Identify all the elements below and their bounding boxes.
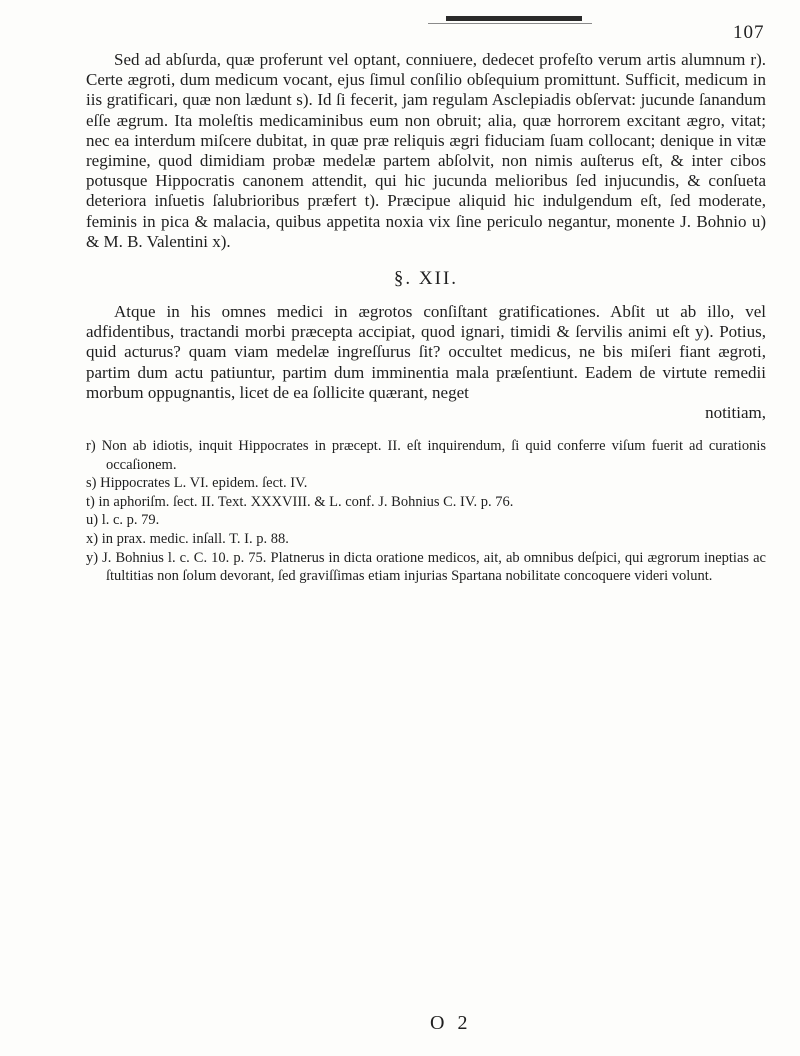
footnotes (86, 437, 766, 586)
paragraph: Atque in his omnes medici in ægrotos conſiſtant gratificationes. Abſit ut ab illo, vel adfidentibus, tractandi morbi præcepta accipiat, quod ignari, timidi & ſervilis animi eſt y). Potius, quid acturus? quam viam medelæ ingreſſurus ſit? occultet medicus, ne bis miſeri fiant ægroti, partim dum actu patiuntur, partim dum imminentia mala præſentiunt. Eadem de virtute remedii morbum oppugnantis, licet de ea ſollicite quærant, neget (86, 302, 766, 402)
footnote: x) in prax. medic. inſall. T. I. p. 88. (86, 531, 289, 548)
footnote: r) Non ab idiotis, inquit Hippocrates in præcept. II. eſt inquirendum, ſi quid conferre viſum fuerit ad curationis occaſionem. (86, 438, 766, 473)
catchword: notitiam, (705, 403, 766, 423)
footnote: y) J. Bohnius l. c. C. 10. p. 75. Platnerus in dicta oratione medicos, ait, ab omnibus deſpici, qui ægrorum ineptias ac ſtultitias non ſolum devorant, ſed graviſſimas etiam injurias Spartana nobilitate concoquere videri volunt. (86, 549, 766, 585)
footnote: t) in aphoriſm. ſect. II. Text. XXXVIII. & L. conf. J. Bohnius C. IV. p. 76. (86, 493, 514, 510)
signature-mark: O 2 (430, 1012, 472, 1034)
page-number: 107 (733, 22, 765, 43)
footnote: u) l. c. p. 79. (86, 512, 160, 529)
header-rule-thin (428, 23, 592, 24)
paragraph: Sed ad abſurda, quæ proferunt vel optant, conniuere, dedecet profeſto verum artis alumnum r). Certe ægroti, dum medicum vocant, ejus ſimul conſilio obſequium promittunt. Sufficit, medicum in iis gratificari, quæ non lædunt s). Id ſi fecerit, jam regulam Asclepiadis obſervat: jucunde ſanandum eſſe ægrum. Ita moleſtis medicaminibus eum non obruit; alia, quæ horrorem excitant ægro, vitat; nec ea interdum miſcere dubitat, in quæ præ reliquis ægri fiduciam ſuam collocant; denique in vitæ regimine, quod dimidiam probæ medelæ partem abſolvit, non nimis auſterus eſt, & inter cibos potusque Hippocratis canonem attendit, qui hic jucunda melioribus ſed injucundis, & conſueta deteriora inſuetis ſalubrioribus præfert t). Præcipue aliquid hic indulgendum eſt, ſed moderate, feminis in pica & malacia, quibus appetita noxia vix ſine periculo negantur, monente J. Bohnio u) & M. B. Valentini x). (86, 50, 766, 251)
section-heading: §. XII. (393, 268, 459, 290)
footnote: s) Hippocrates L. VI. epidem. ſect. IV. (86, 475, 308, 492)
header-rule (446, 16, 582, 21)
page-body (86, 50, 766, 586)
